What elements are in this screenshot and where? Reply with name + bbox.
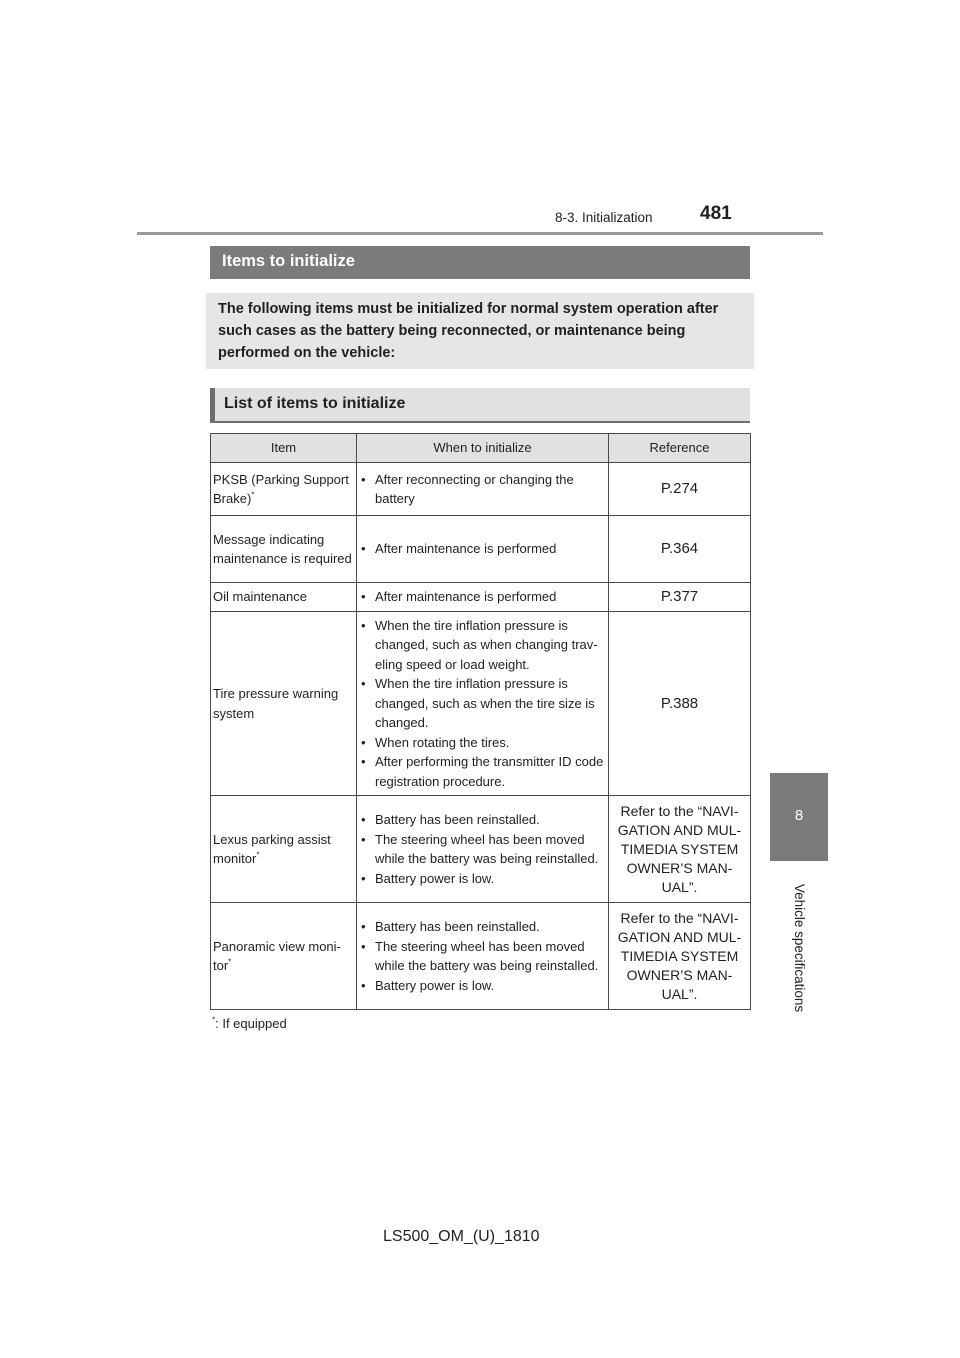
subsection-heading — [210, 388, 750, 423]
column-header-item: Item — [211, 434, 357, 463]
condition-item: • Battery has been reinstalled. — [359, 810, 606, 830]
page-reference[interactable]: P.377 — [609, 583, 751, 612]
footnote-mark: * — [228, 957, 232, 967]
page-reference[interactable]: P.388 — [609, 612, 751, 796]
header-rule — [137, 232, 823, 235]
item-name: Message indicating maintenance is required — [213, 531, 352, 566]
table-row — [211, 612, 751, 796]
condition-item: • After maintenance is performed — [359, 539, 606, 559]
condition-item: • The steering wheel has been moved while the battery was being reinstalled. — [359, 937, 606, 976]
page-reference[interactable]: P.274 — [609, 463, 751, 516]
footnote-text: : If equipped — [215, 1016, 287, 1031]
table-row — [211, 516, 751, 583]
table-row — [211, 796, 751, 903]
footnote-mark: * — [251, 490, 255, 500]
item-name: PKSB (Parking Support Brake) — [213, 471, 349, 506]
item-cell — [211, 463, 357, 516]
manual-reference: Refer to the “NAVI-GATION AND MUL-TIMEDIA SYSTEM OWNER’S MAN-UAL”. — [609, 903, 751, 1010]
when-cell — [357, 903, 609, 1010]
section-heading-text: Items to initialize — [222, 252, 355, 270]
condition-item: • After performing the transmitter ID code registration procedure. — [359, 752, 606, 791]
footnote-mark: * — [212, 1015, 216, 1025]
item-name: Lexus parking assist monitor — [213, 831, 331, 866]
chapter-label: Vehicle specifications — [792, 883, 807, 1013]
item-cell — [211, 796, 357, 903]
item-cell — [211, 612, 357, 796]
item-cell — [211, 516, 357, 583]
item-name: Tire pressure warning system — [213, 686, 339, 721]
condition-item: • Battery power is low. — [359, 869, 606, 889]
item-name: Panoramic view moni-tor — [213, 938, 341, 973]
table-row — [211, 463, 751, 516]
condition-item: • When the tire inflation pressure is changed, such as when changing trav-eling speed or load weight. — [359, 616, 606, 675]
condition-item: • Battery has been reinstalled. — [359, 917, 606, 937]
column-header-when: When to initialize — [357, 434, 609, 463]
condition-item: • When the tire inflation pressure is changed, such as when the tire size is changed. — [359, 674, 606, 733]
item-cell — [211, 903, 357, 1010]
section-heading — [210, 246, 750, 279]
footnote-mark: * — [256, 850, 260, 860]
document-id: LS500_OM_(U)_1810 — [383, 1228, 540, 1245]
condition-item: • After maintenance is performed — [359, 587, 606, 607]
page-number: 481 — [700, 203, 732, 224]
when-cell — [357, 516, 609, 583]
when-cell — [357, 583, 609, 612]
when-cell — [357, 612, 609, 796]
condition-item: • The steering wheel has been moved while the battery was being reinstalled. — [359, 830, 606, 869]
table-header-row — [211, 434, 751, 463]
item-name: Oil maintenance — [213, 589, 307, 605]
condition-item: • When rotating the tires. — [359, 733, 606, 753]
table-row — [211, 583, 751, 612]
footnote — [212, 1016, 287, 1031]
item-cell — [211, 583, 357, 612]
condition-item: • After reconnecting or changing the battery — [359, 470, 606, 509]
manual-reference: Refer to the “NAVI-GATION AND MUL-TIMEDIA SYSTEM OWNER’S MAN-UAL”. — [609, 796, 751, 903]
table-row — [211, 903, 751, 1010]
chapter-number: 8 — [794, 807, 804, 824]
chapter-tab[interactable] — [770, 773, 828, 861]
column-header-reference: Reference — [609, 434, 751, 463]
subsection-heading-text: List of items to initialize — [224, 395, 406, 412]
when-cell — [357, 796, 609, 903]
intro-box: The following items must be initialized for normal system operation after such cases as the battery being reconnected, or maintenance being performed on the vehicle: — [206, 293, 754, 369]
page-reference[interactable]: P.364 — [609, 516, 751, 583]
section-title: 8-3. Initialization — [555, 210, 653, 225]
when-cell — [357, 463, 609, 516]
condition-item: • Battery power is low. — [359, 976, 606, 996]
initialize-table — [210, 433, 751, 1010]
